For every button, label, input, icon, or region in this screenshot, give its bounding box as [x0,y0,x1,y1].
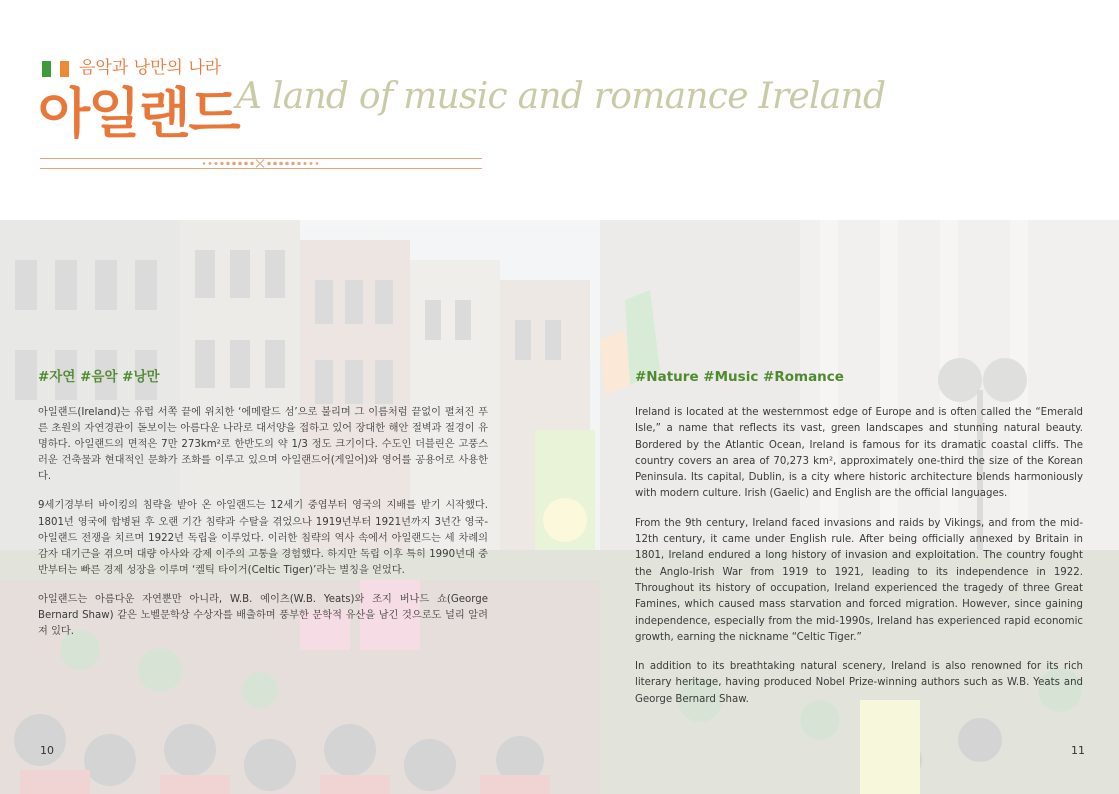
flag-orange-stripe [60,61,69,77]
ornament-divider [196,158,326,169]
section-kicker: 음악과 낭만의 나라 [79,58,222,78]
script-title: A land of music and romance Ireland [236,76,886,117]
korean-paragraph-1: 아일랜드(Ireland)는 유럽 서쪽 끝에 위치한 ‘에메랄드 섬’으로 불리며 그 이름처럼 끝없이 펼쳐진 푸른 초원의 자연경관이 돋보이는 아름다운 나라로 대서양을 접하고 있어 장대한 해안 절벽과 절경이 유명하다. 아일랜드의 면적은 7만 273km²로 한반도의 약 1/3 정도 크기이다. 수도인 더블린은 고풍스러운 건축물과 현대적인 문화가 조화를 이루고 있으며 아일랜드어(게일어)와 영어를 공용어로 사용한다. [38,407,488,483]
english-hashtags: #Nature #Music #Romance [635,369,844,385]
english-paragraph-2: From the 9th century, Ireland faced invasions and raids by Vikings, and from the mid-12th century, it came under English rule. After being officially annexed by Britain in 1801, Ireland endured a long history of invasion and exploitation. The country fought the Anglo-Irish War from 1919 to 1921, leading to its independence in 1922. Throughout its history of occupation, Ireland experienced the tragedy of three Great Famines, which caused mass starvation and forced migration. However, since gaining independence, especially from the mid-1990s, Ireland has experienced rapid economic growth, earning the nickname “Celtic Tiger.” [635,517,1083,643]
english-paragraph-1: Ireland is located at the westernmost edge of Europe and is often called the “Emerald Isle,” a name that reflects its vast, green landscapes and stunning natural beauty. Bordered by the Atlantic Ocean, Ireland is famous for its dramatic coastal cliffs. The country covers an area of 70,273 km², approximately one-third the size of the Korean Peninsula. Its capital, Dublin, is a city where historic architecture blends harmoniously with modern culture. Irish (Gaelic) and English are the official languages. [635,407,1083,500]
korean-paragraph-3: 아일랜드는 아름다운 자연뿐만 아니라, W.B. 예이츠(W.B. Yeats)와 조지 버나드 쇼(George Bernard Shaw) 같은 노벨문학상 수상자를 배출하며 풍부한 문학적 유산을 남긴 것으로도 널리 알려져 있다. [38,593,488,638]
english-text-column [635,368,1083,721]
korean-paragraph-2: 9세기경부터 바이킹의 침략을 받아 온 아일랜드는 12세기 중엽부터 영국의 지배를 받기 시작했다. 1801년 영국에 합병된 후 오랜 기간 침략과 수탈을 겪었으나 1919년부터 1921년까지 3년간 영국-아일랜드 전쟁을 치르며 1922년 독립을 이루었다. 이러한 침략의 역사 속에서 아일랜드는 세 차례의 감자 대기근을 겪으며 대량 아사와 강제 이주의 고통을 경험했다. 하지만 독립 이후 특히 1990년대 중반부터는 빠른 경제 성장을 이루며 ‘켈틱 타이거(Celtic Tiger)’라는 별칭을 얻었다. [38,500,488,576]
korean-hashtags: #자연 #음악 #낭만 [38,369,160,385]
korean-text-column [38,368,488,653]
english-paragraph-3: In addition to its breathtaking natural scenery, Ireland is also renowned for its rich literary heritage, having produced Nobel Prize-winning authors such as W.B. Yeats and George Bernard Shaw. [635,661,1083,705]
script-title-graphic [230,58,900,138]
page-number-right: 11 [1071,744,1085,757]
page-number-left: 10 [40,744,54,757]
ireland-flag-icon [42,61,69,77]
flag-white-stripe [51,61,60,77]
flag-green-stripe [42,61,51,77]
page-title: 아일랜드 [38,82,239,145]
page-header [0,0,1119,220]
